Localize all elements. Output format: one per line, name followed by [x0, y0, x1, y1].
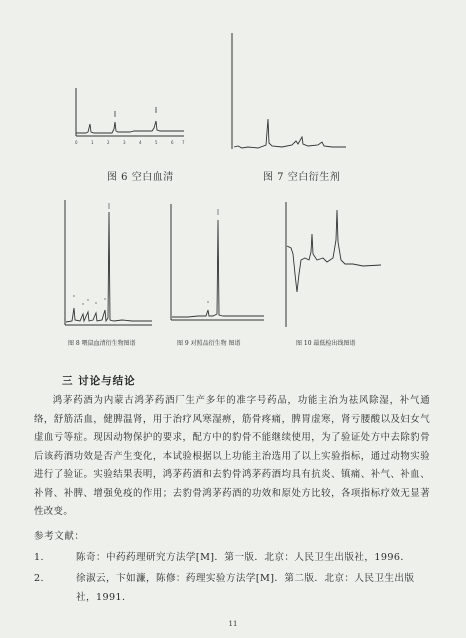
reference-number: 1. — [34, 552, 44, 563]
svg-text:0: 0 — [75, 140, 78, 145]
figure-6-chromatogram — [72, 88, 190, 163]
figure-6-plot — [72, 88, 190, 163]
reference-text: 陈奇：中药药理研究方法学[M]．第一版．北京：人民卫生出版社，1996． — [76, 552, 411, 563]
figure-7-caption: 图 7 空白衍生剂 — [263, 172, 341, 183]
reference-number: 2. — [34, 573, 44, 584]
svg-text:5: 5 — [155, 140, 158, 145]
svg-text:7: 7 — [182, 140, 185, 145]
svg-text:1: 1 — [91, 140, 94, 145]
figure-8-chromatogram — [62, 200, 154, 330]
figure-10-plot — [283, 202, 383, 332]
figure-9-caption: 图 9 对照品衍生物 图谱 — [177, 340, 241, 347]
figure-7-plot — [228, 33, 348, 163]
svg-text:4: 4 — [139, 140, 142, 145]
discussion-paragraph: 鸿茅药酒为内蒙古鸿茅药酒厂生产多年的准字号药品，功能主治为祛风除湿，补气通络，舒筋活血，健脾温肾，用于治疗风寒湿痹，筋骨疼痛，脾胃虚寒，肾亏腰酸以及妇女气虚血亏等症。现因动物保护的要求，配方中的豹骨不能继续使用，为了验证处方中去除豹骨后该药酒功效是否产生变化，本试验根据以上功能主治选用了以上实验指标，通过动物实验进行了验证。实验结果表明，鸿茅药酒和去豹骨鸿茅药酒均具有抗炎、镇痛、补气、补血、补肾、补脾、增强免疫的作用；去豹骨鸿茅药酒的功效和原处方比较，各项指标疗效无显著性改变。 — [34, 395, 430, 517]
figure-8-caption: 图 8 喂鼠血清衍生物图谱 — [68, 340, 136, 347]
figure-9-plot — [168, 204, 266, 326]
figure-7-chromatogram — [228, 33, 348, 163]
page-number: 11 — [228, 620, 238, 628]
svg-text:6: 6 — [171, 140, 174, 145]
figure-10-chromatogram — [283, 202, 383, 332]
section-heading: 三 讨论与结论 — [62, 375, 136, 387]
reference-text: 徐淑云，卞如濂，陈修：药理实验方法学[M]．第二版．北京：人民卫生出版社，1991． — [76, 573, 415, 603]
references-title: 参考文献： — [34, 531, 85, 542]
svg-text:3: 3 — [123, 140, 126, 145]
figure-8-plot — [62, 200, 154, 330]
figure-10-caption: 图 10 最低检出线图谱 — [296, 340, 356, 347]
figure-9-chromatogram — [168, 204, 266, 326]
figure-6-caption: 图 6 空白血清 — [107, 172, 174, 183]
svg-text:2: 2 — [107, 140, 110, 145]
